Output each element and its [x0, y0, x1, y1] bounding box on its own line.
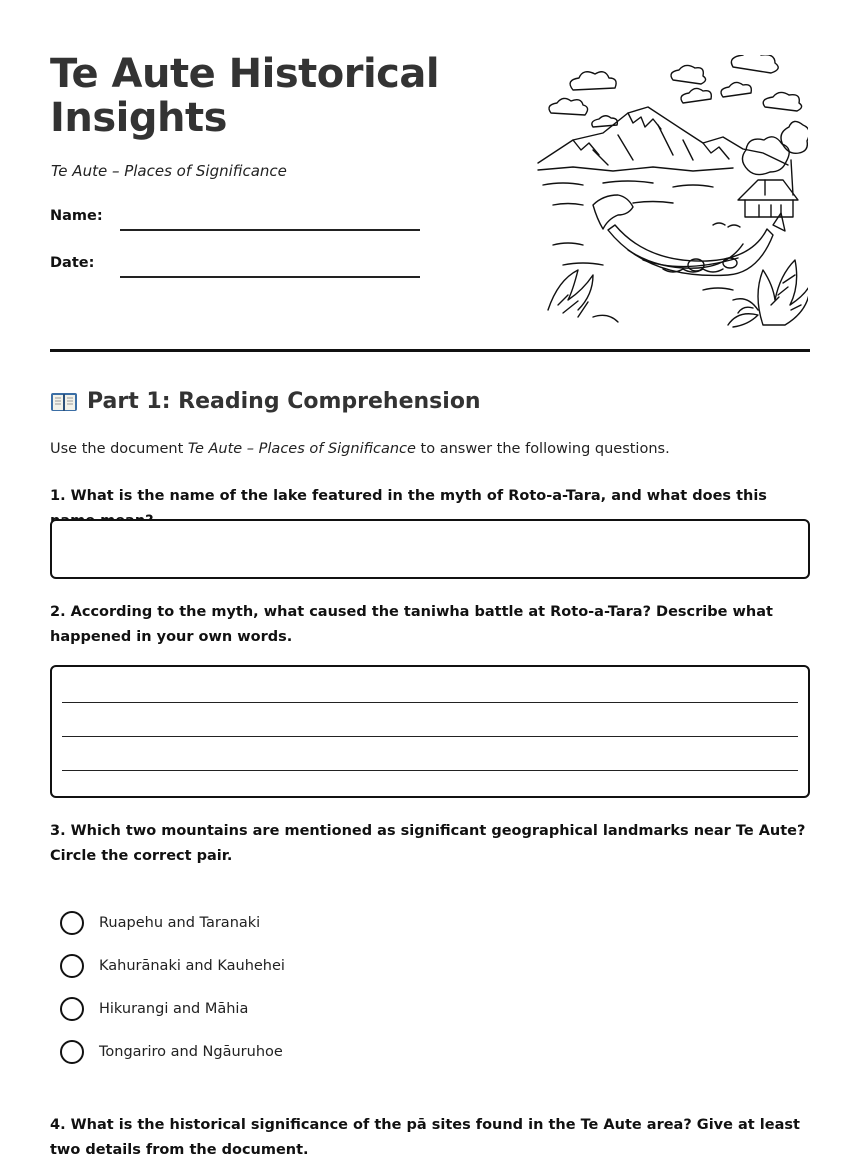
option-label: Kahurānaki and Kauhehei	[99, 958, 285, 974]
answer-line	[62, 770, 798, 771]
worksheet-subtitle: Te Aute – Places of Significance	[51, 162, 287, 180]
radio-circle[interactable]	[60, 911, 84, 935]
answer-line	[62, 736, 798, 737]
name-label: Name:	[50, 208, 103, 224]
option-label: Hikurangi and Māhia	[99, 1001, 249, 1017]
question-1: 1. What is the name of the lake featured in the myth of Roto-a-Tara, and what does this	[50, 488, 767, 504]
intro-document-title: Te Aute – Places of Significance	[187, 441, 416, 457]
part1-heading	[50, 389, 481, 414]
header-divider	[50, 349, 810, 352]
question-3-option-4[interactable]	[60, 1040, 283, 1064]
lake-taniwha-illustration	[533, 55, 808, 330]
option-label: Tongariro and Ngāuruhoe	[99, 1044, 283, 1060]
name-field[interactable]	[120, 229, 420, 231]
radio-circle[interactable]	[60, 954, 84, 978]
question-3-option-2[interactable]	[60, 954, 285, 978]
question-4: 4. What is the historical significance of the pā sites found in the Te Aute area? Give at least two details from the document.	[50, 1117, 800, 1158]
part1-instructions	[50, 441, 670, 457]
date-label: Date:	[50, 255, 95, 271]
question-3-option-1[interactable]	[60, 911, 260, 935]
intro-suffix: to answer the following questions.	[420, 441, 670, 457]
option-label: Ruapehu and Taranaki	[99, 915, 261, 931]
part1-title: Part 1: Reading Comprehension	[87, 389, 481, 414]
worksheet-header	[50, 50, 810, 335]
intro-prefix: Use the document	[50, 441, 184, 457]
worksheet-title: Te Aute Historical Insights	[50, 51, 440, 141]
book-icon	[50, 391, 78, 413]
question-2: 2. According to the myth, what caused the taniwha battle at Roto-a-Tara? Describe what happened in your own words.	[50, 604, 773, 645]
question-3-option-3[interactable]	[60, 997, 248, 1021]
answer-line	[62, 702, 798, 703]
question-3: 3. Which two mountains are mentioned as significant geographical landmarks near Te Aute? Circle the correct pair.	[50, 823, 806, 864]
radio-circle[interactable]	[60, 997, 84, 1021]
date-field[interactable]	[120, 276, 420, 278]
question-1-answer-box[interactable]	[50, 519, 810, 579]
radio-circle[interactable]	[60, 1040, 84, 1064]
question-2-answer-box[interactable]	[50, 665, 810, 798]
